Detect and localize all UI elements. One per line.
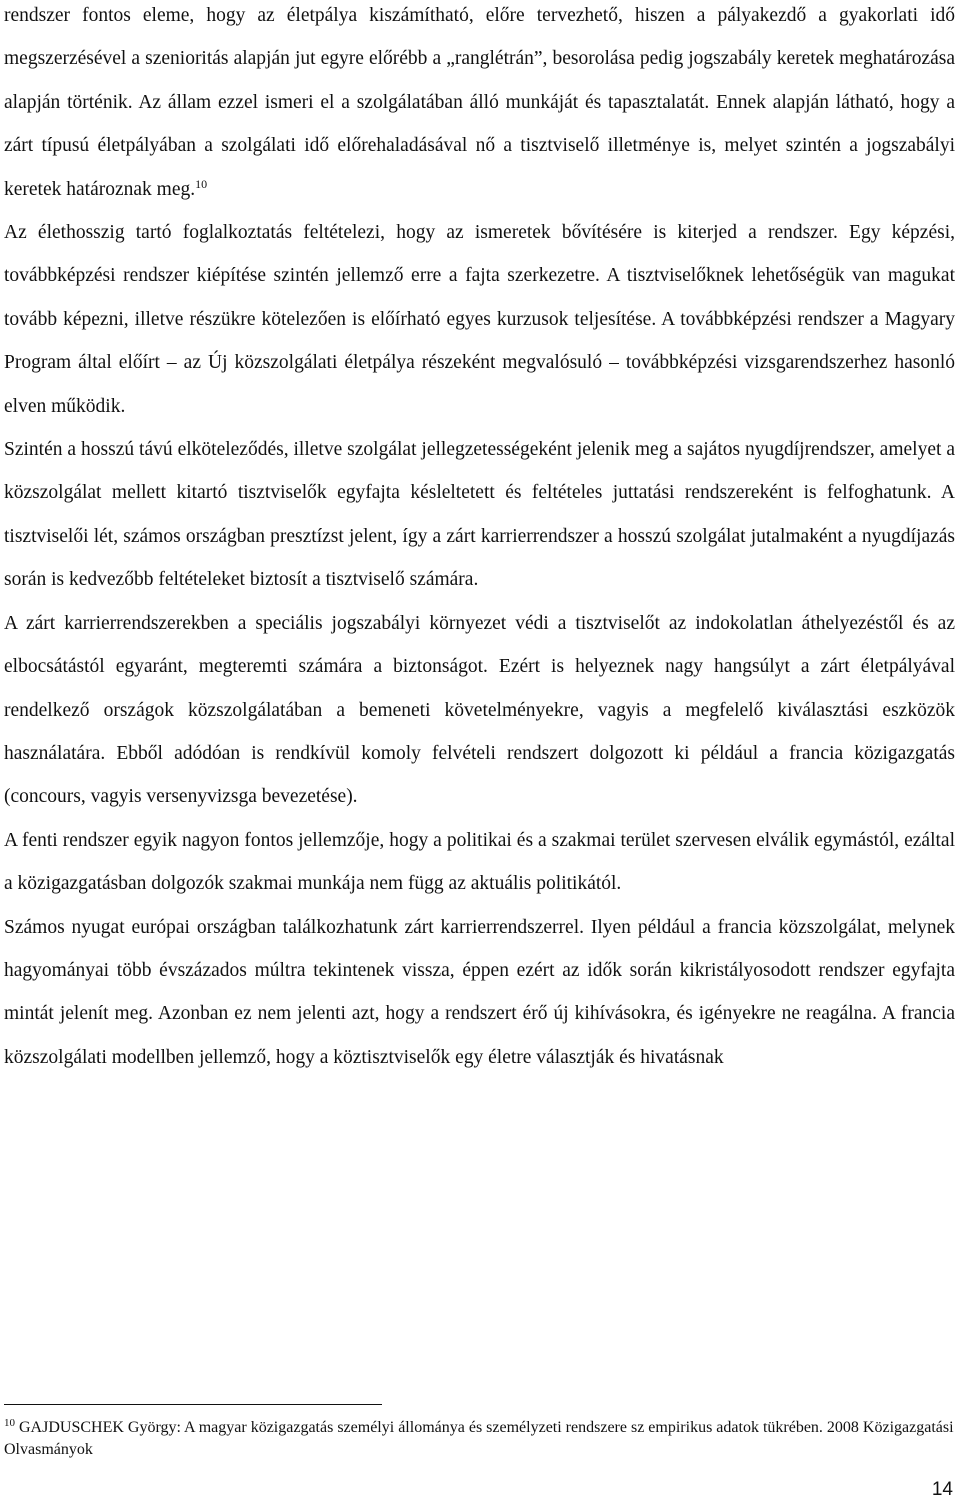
page-number: 14: [931, 1479, 953, 1500]
paragraph: Az élethosszig tartó foglalkoztatás feltételezi, hogy az ismeretek bővítésére is kiterjed a rendszer. Egy képzési, továbbképzési rendszer kiépítése szintén jellemző erre a fajta szerkezetre. A tisztviselőknek lehetőségük van magukat tovább képezni, illetve részükre kötelezően is előírható egyes kurzusok teljesítése. A továbbképzési rendszer a Magyary Program által előírt – az Új közszolgálati életpálya részeként megvalósuló – továbbképzési vizsgarendszerhez hasonló elven működik.: [4, 222, 955, 417]
footnote-number: 10: [4, 1417, 15, 1429]
footnote-text: GAJDUSCHEK György: A magyar közigazgatás személyi állománya és személyzeti rendszere sz empirikus adatok tükrében. 2008 Közigazgatási Olvasmányok: [4, 1419, 954, 1458]
paragraph-text: rendszer fontos eleme, hogy az életpálya kiszámítható, előre tervezhető, hiszen a pályakezdő a gyakorlati idő megszerzésével a szenioritás alapján jut egyre előrébb a „ranglétrán”, besorolása pedig jogszabály keretek meghatározása alapján történik. Az állam ezzel ismeri el a szolgálatában álló munkáját és tapasztalatát. Ennek alapján látható, hogy a zárt típusú életpályában a szolgálati idő előrehaladásával nő a tisztviselő illetménye is, melyet szintén a jogszabályi keretek határoznak meg.: [4, 5, 955, 200]
paragraph: [4, 0, 955, 211]
footnote-separator: [4, 1404, 382, 1405]
document-body: [4, 0, 955, 1079]
paragraph: Számos nyugat európai országban találkozhatunk zárt karrierrendszerrel. Ilyen például a francia közszolgálat, melynek hagyományai több évszázados múltra tekintenek vissza, éppen ezért az idők során kikristályosodott rendszer egyfajta mintát jelenít meg. Azonban ez nem jelenti azt, hogy a rendszert érő új kihívásokra, és igényekre ne reagálna. A francia közszolgálati modellben jellemző, hogy a köztisztviselők egy életre választják és hivatásnak: [4, 916, 955, 1068]
paragraph: A fenti rendszer egyik nagyon fontos jellemzője, hogy a politikai és a szakmai terület szervesen elválik egymástól, ezáltal a közigazgatásban dolgozók szakmai munkája nem függ az aktuális politikától.: [4, 829, 955, 895]
footnote: [4, 1417, 955, 1461]
footnote-reference[interactable]: 10: [195, 176, 208, 191]
paragraph: Szintén a hosszú távú elköteleződés, illetve szolgálat jellegzetességeként jelenik meg a sajátos nyugdíjrendszer, amelyet a közszolgálat mellett kitartó tisztviselők egyfajta késleltetett és feltételes juttatási rendszereként is felfoghatunk. A tisztviselői lét, számos országban presztízst jelent, így a zárt karrierrendszer a hosszú szolgálat jutalmaként a nyugdíjazás során is kedvezőbb feltételeket biztosít a tisztviselő számára.: [4, 439, 955, 591]
paragraph: A zárt karrierrendszerekben a speciális jogszabályi környezet védi a tisztviselőt az indokolatlan áthelyezéstől és az elbocsátástól egyaránt, megteremti számára a biztonságot. Ezért is helyeznek nagy hangsúlyt a zárt életpályával rendelkező országok közszolgálatában a bemeneti követelményekre, vagyis a megfelelő kiválasztási eszközök használatára. Ebből adódóan is rendkívül komoly felvételi rendszert dolgozott ki például a francia közigazgatás (concours, vagyis versenyvizsga bevezetése).: [4, 612, 955, 808]
